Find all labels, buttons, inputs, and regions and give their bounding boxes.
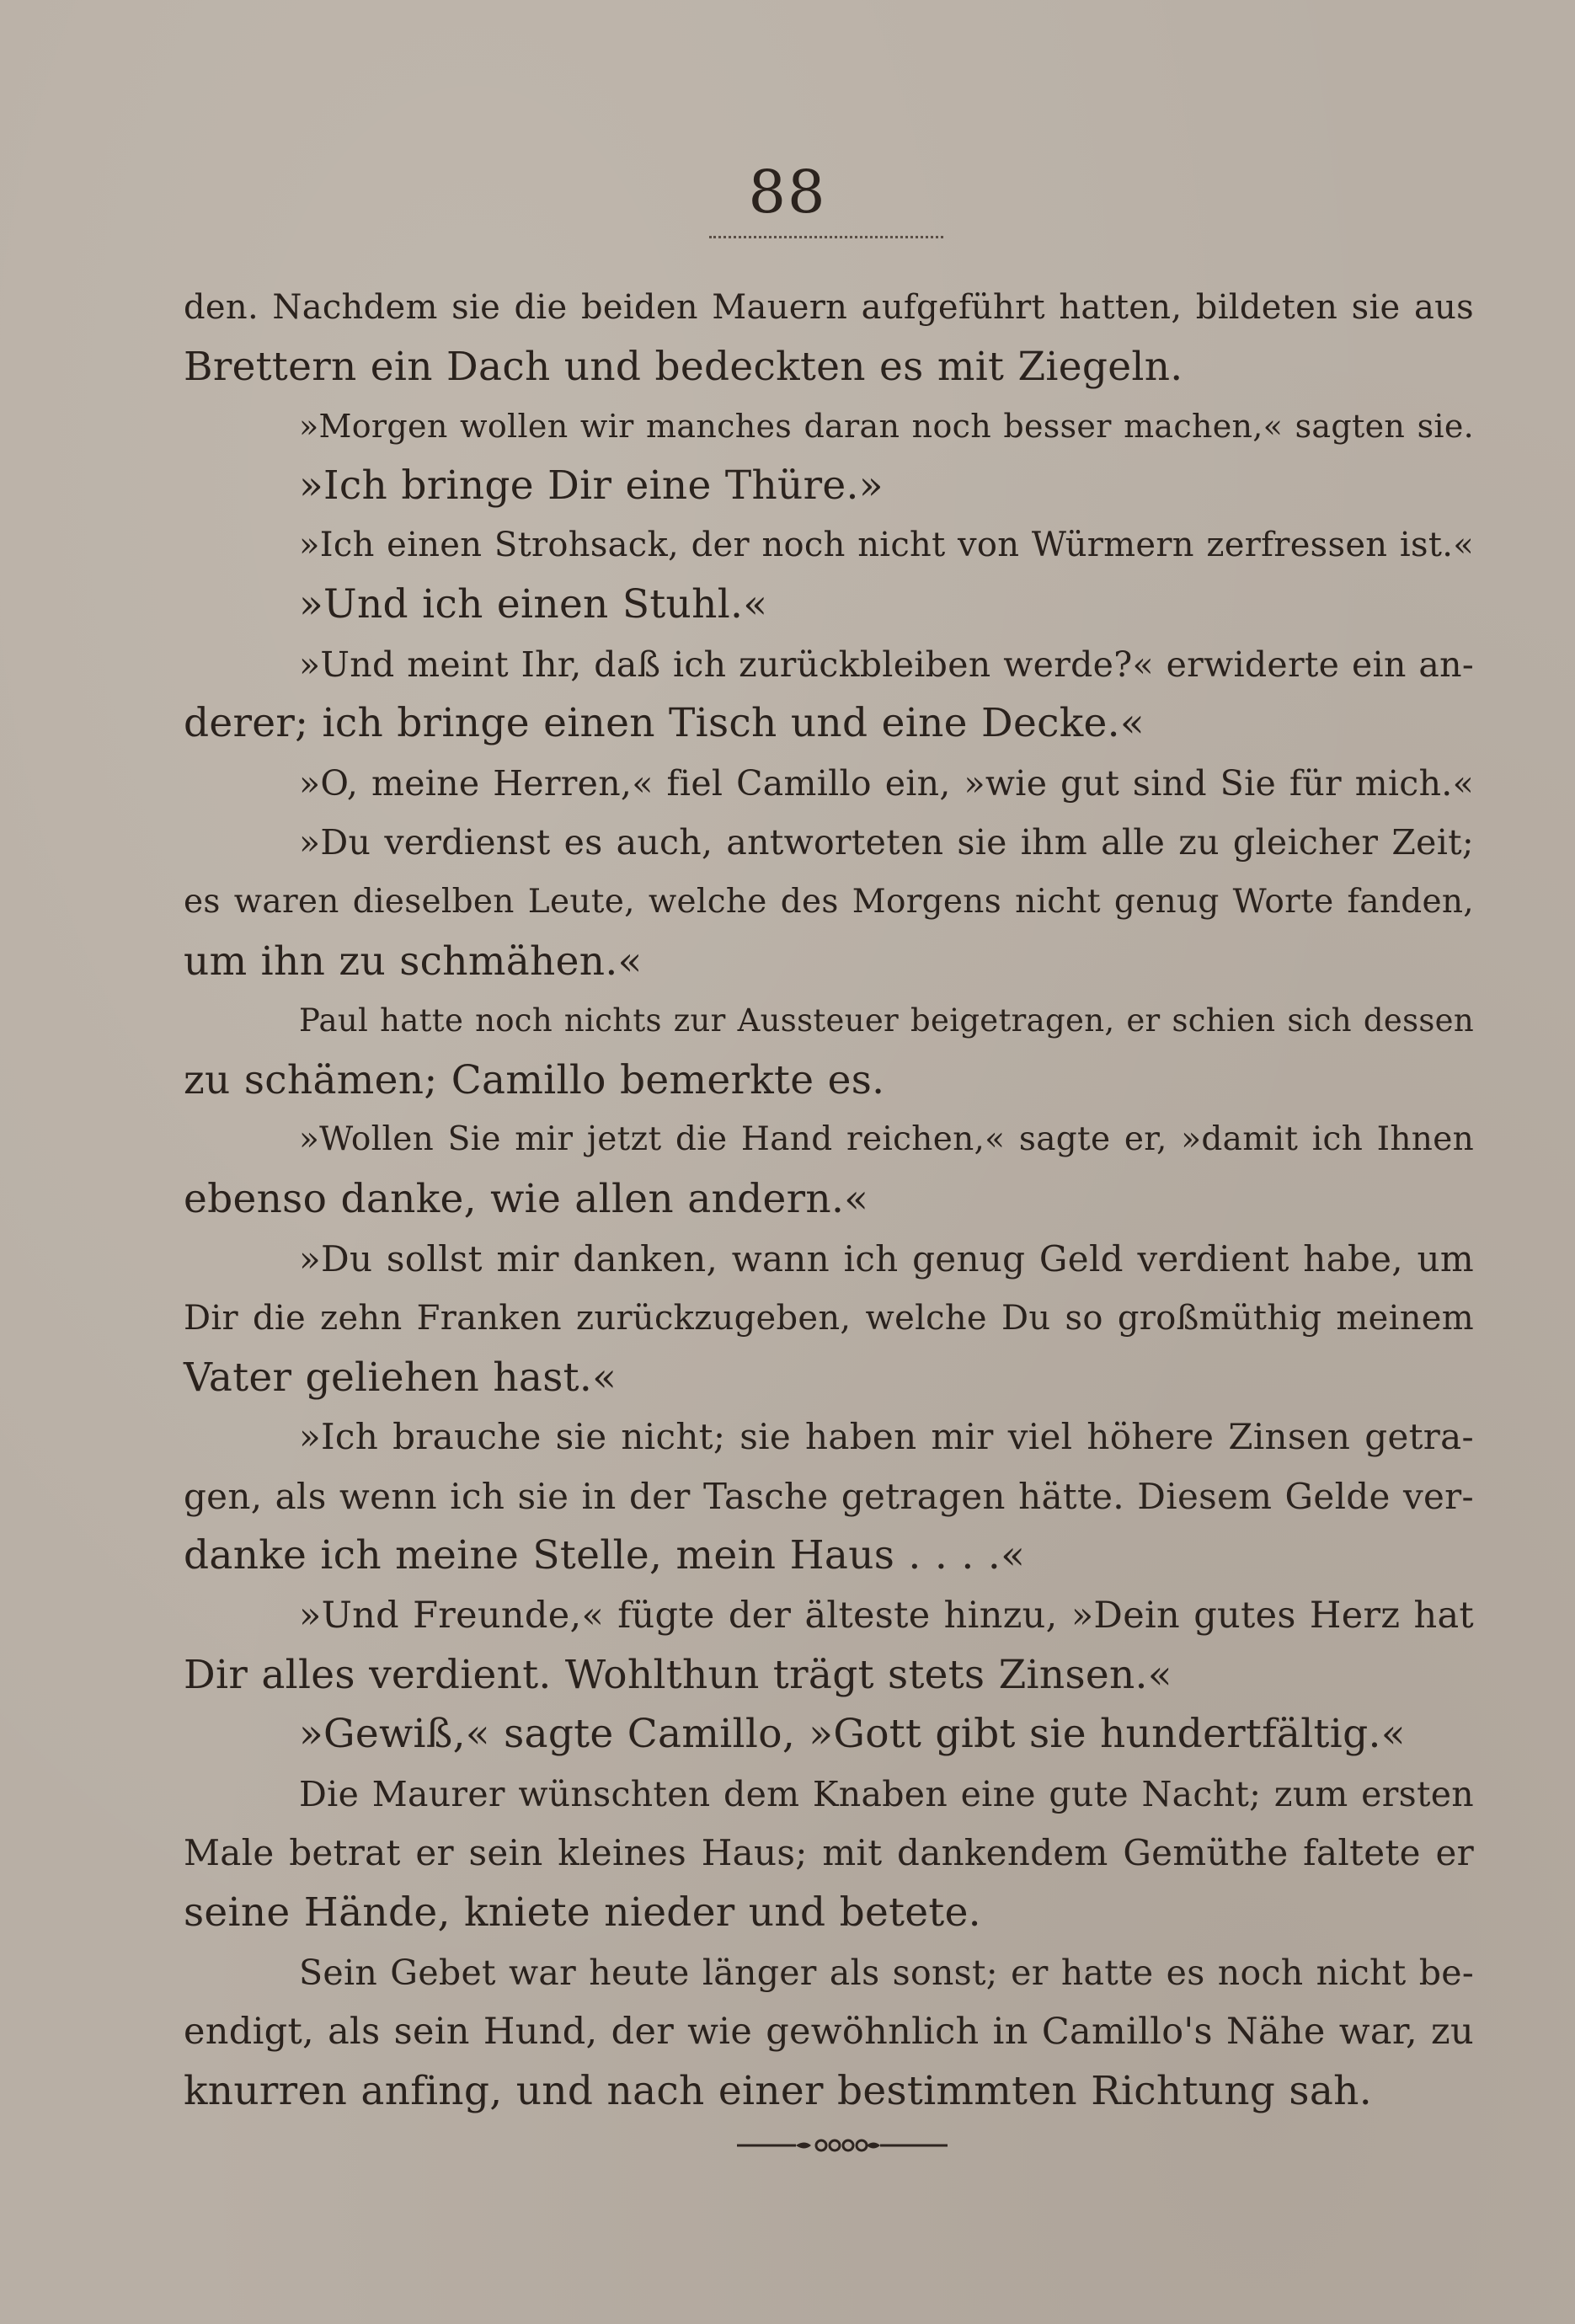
text-line: »Du sollst mir danken, wann ich genug Geld verdient habe, um	[299, 1237, 1474, 1280]
text-line: den. Nachdem sie die beiden Mauern aufgeführt hatten, bildeten sie aus	[184, 288, 1474, 327]
text-line: zu schämen; Camillo bemerkte es.	[184, 1056, 885, 1103]
text-line: »Und Freunde,« fügte der älteste hinzu, »Dein gutes Herz hat	[299, 1595, 1474, 1637]
text-line: Sein Gebet war heute länger als sonst; er hatte es noch nicht be-	[299, 1952, 1474, 1993]
text-line: »Gewiß,« sagte Camillo, »Gott gibt sie hundertfältig.«	[299, 1711, 1406, 1758]
text-line: »O, meine Herren,« fiel Camillo ein, »wie gut sind Sie für mich.«	[299, 762, 1474, 804]
text-line: »Ich bringe Dir eine Thüre.»	[299, 462, 884, 509]
text-line: Dir die zehn Franken zurückzugeben, welche Du so großmüthig meinem	[184, 1299, 1474, 1338]
text-line: endigt, als sein Hund, der wie gewöhnlich in Camillo's Nähe war, zu	[184, 2011, 1474, 2054]
text-line: ebenso danke, wie allen andern.«	[184, 1175, 869, 1222]
body-text	[184, 278, 1474, 2121]
text-line: seine Hände, kniete nieder und betete.	[184, 1889, 981, 1937]
text-line: »Du verdienst es auch, antworteten sie ihm alle zu gleicher Zeit;	[299, 822, 1474, 863]
end-ornament-icon	[737, 2136, 948, 2155]
text-line: gen, als wenn ich sie in der Tasche getragen hätte. Diesem Gelde ver-	[184, 1475, 1474, 1517]
text-line: Male betrat er sein kleines Haus; mit dankendem Gemüthe faltete er	[184, 1832, 1474, 1874]
text-line: Vater geliehen hast.«	[184, 1354, 617, 1401]
text-line: danke ich meine Stelle, mein Haus . . . .«	[184, 1532, 1026, 1579]
text-line: Paul hatte noch nichts zur Aussteuer beigetragen, er schien sich dessen	[299, 1002, 1474, 1039]
text-line: »Ich brauche sie nicht; sie haben mir viel höhere Zinsen getra-	[299, 1416, 1474, 1458]
text-line: um ihn zu schmähen.«	[184, 938, 643, 985]
text-line: »Wollen Sie mir jetzt die Hand reichen,« sagte er, »damit ich Ihnen	[299, 1120, 1474, 1159]
text-line: derer; ich bringe einen Tisch und eine Decke.«	[184, 700, 1145, 747]
text-line: »Und meint Ihr, daß ich zurückbleiben werde?« erwiderte ein an-	[299, 644, 1474, 685]
text-line: Brettern ein Dach und bedeckten es mit Ziegeln.	[184, 343, 1183, 390]
page-number: 88	[748, 158, 827, 227]
text-line: »Ich einen Strohsack, der noch nicht von Würmern zerfressen ist.«	[299, 526, 1474, 565]
text-line: »Und ich einen Stuhl.«	[299, 580, 768, 628]
text-line: »Morgen wollen wir manches daran noch besser machen,« sagten sie.	[299, 408, 1474, 446]
text-line: knurren anfing, und nach einer bestimmten Richtung sah.	[184, 2067, 1372, 2114]
text-line: Die Maurer wünschten dem Knaben eine gute Nacht; zum ersten	[299, 1773, 1474, 1814]
text-line: Dir alles verdient. Wohlthun trägt stets Zinsen.«	[184, 1651, 1172, 1698]
header-dotted-rule	[709, 236, 943, 238]
text-line: es waren dieselben Leute, welche des Morgens nicht genug Worte fanden,	[184, 882, 1474, 921]
